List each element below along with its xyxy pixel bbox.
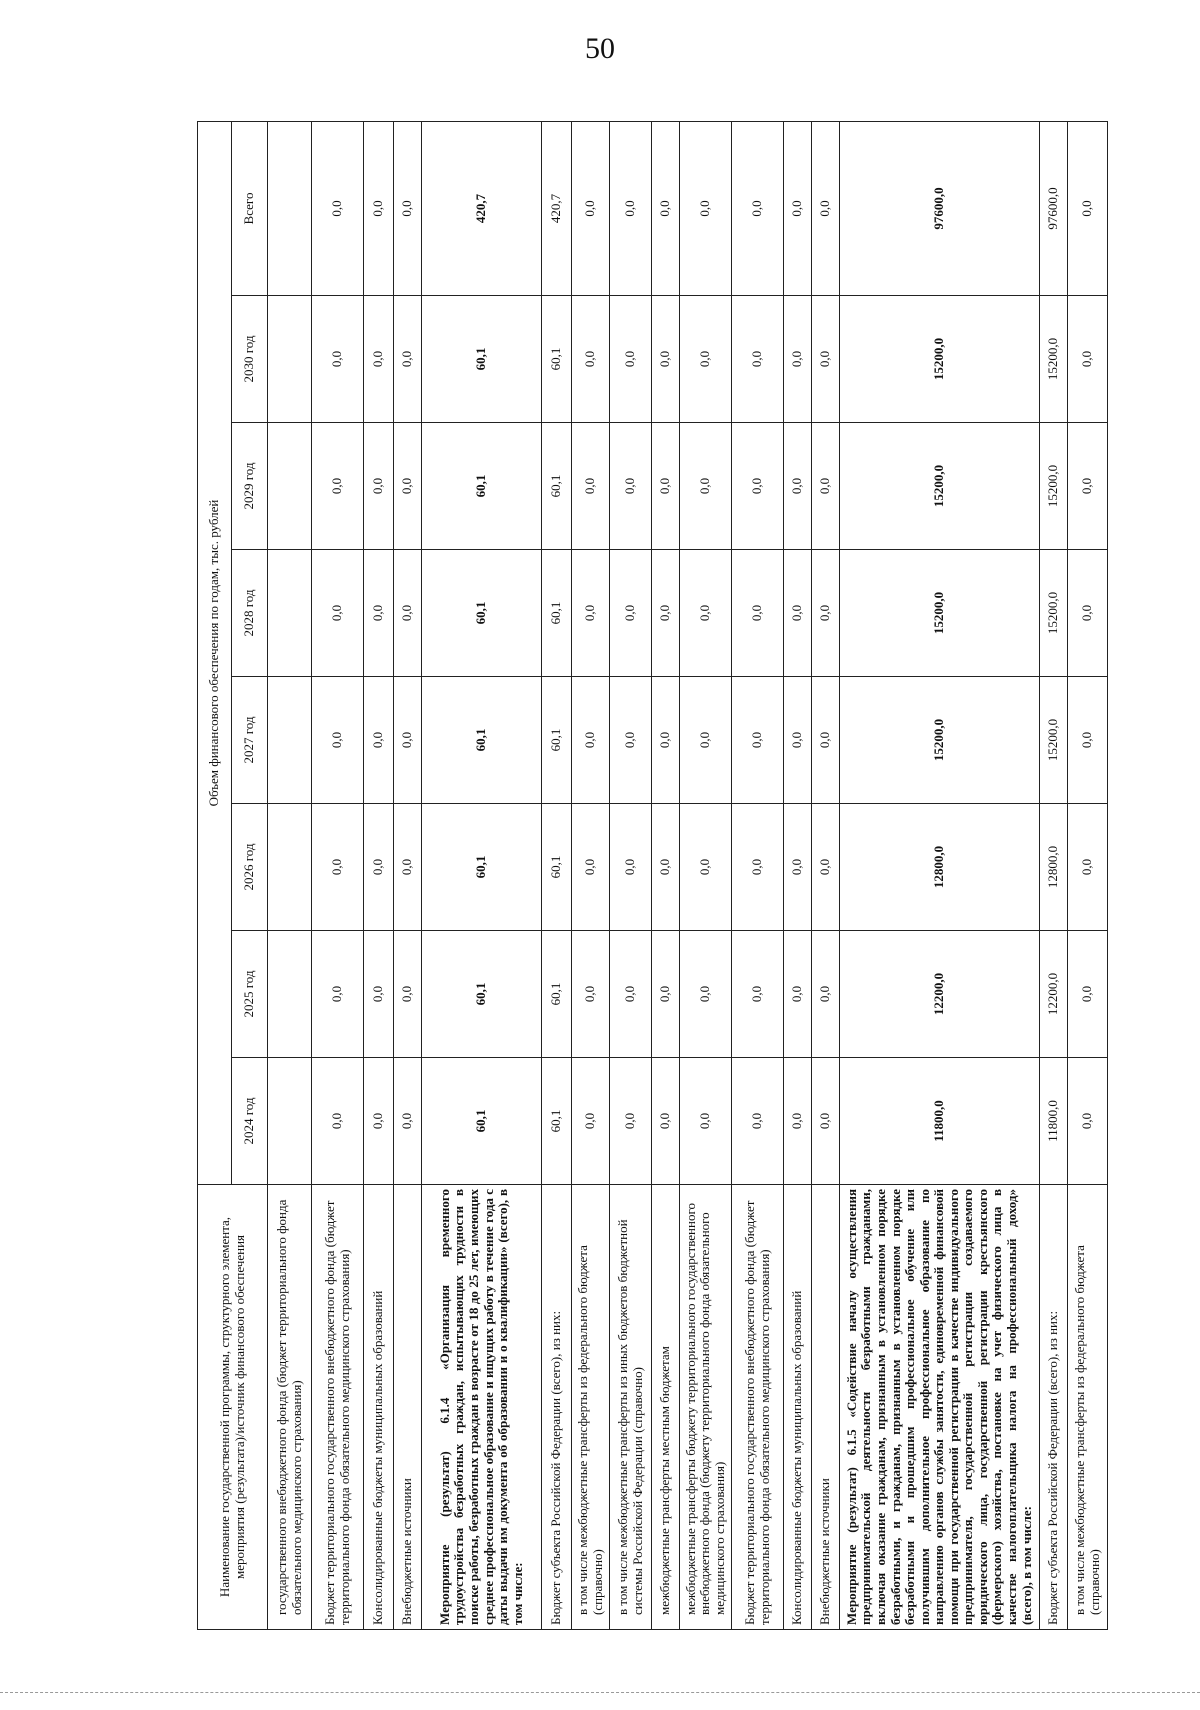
row-value: 97600,0 [840,121,1040,295]
row-value [268,1058,312,1185]
table-row [812,121,840,1629]
row-value: 0,0 [364,121,394,295]
table-row [610,121,652,1629]
row-label: Бюджет субъекта Российской Федерации (всего), из них: [1040,1185,1068,1630]
row-value: 0,0 [364,931,394,1058]
header-year-1: 2025 год [232,931,268,1058]
row-value: 0,0 [572,931,610,1058]
row-value: 60,1 [422,550,542,677]
row-label: Бюджет территориального государственного внебюджетного фонда (бюджет территориального фонда обязательного медицинского страхования) [732,1185,784,1630]
row-value: 60,1 [422,423,542,550]
header-name-column: Наименование государственной программы, структурного элемента, мероприятия (результата)/источник финансового обеспечения [198,1185,268,1630]
table-row [732,121,784,1629]
header-year-2: 2026 год [232,804,268,931]
row-value: 60,1 [422,1058,542,1185]
row-value: 0,0 [732,931,784,1058]
row-value: 0,0 [572,121,610,295]
row-label: Бюджет субъекта Российской Федерации (всего), из них: [542,1185,572,1630]
row-value: 0,0 [1068,804,1108,931]
row-value: 0,0 [394,931,422,1058]
row-value: 0,0 [1068,931,1108,1058]
row-value: 12800,0 [1040,804,1068,931]
row-value: 60,1 [542,677,572,804]
header-year-3: 2027 год [232,677,268,804]
row-value: 0,0 [312,1058,364,1185]
table-header [198,121,268,1629]
row-label: межбюджетные трансферты местным бюджетам [652,1185,680,1630]
row-value: 60,1 [422,931,542,1058]
row-label: государственного внебюджетного фонда (бюджет территориального фонда обязательного медицинского страхования) [268,1185,312,1630]
table-row [652,121,680,1629]
row-value: 12200,0 [1040,931,1068,1058]
row-value: 0,0 [732,296,784,423]
row-value: 0,0 [812,931,840,1058]
row-value: 15200,0 [1040,550,1068,677]
row-value: 0,0 [610,423,652,550]
row-value: 0,0 [680,121,732,295]
row-value: 60,1 [542,931,572,1058]
row-value: 420,7 [422,121,542,295]
row-label: Консолидированные бюджеты муниципальных образований [784,1185,812,1630]
row-value: 15200,0 [1040,423,1068,550]
header-year-7: Всего [232,121,268,295]
row-label: Мероприятие (результат) 6.1.4 «Организация временного трудоустройства безработных граждан, испытывающих трудности в поиске работы, безработных граждан в возрасте от 18 до 25 лет, имеющих среднее профессиональное образование и ищущих работу в течение года с даты выдачи им документа об образовании и о квалификации» (всего), в том числе: [422,1185,542,1630]
row-value: 0,0 [812,804,840,931]
table-row [784,121,812,1629]
row-value: 0,0 [364,423,394,550]
row-value: 0,0 [680,677,732,804]
row-value: 0,0 [610,1058,652,1185]
row-value: 0,0 [312,550,364,677]
row-value: 0,0 [784,931,812,1058]
row-label: Внебюджетные источники [394,1185,422,1630]
row-label: в том числе межбюджетные трансферты из иных бюджетов бюджетной системы Российской Федерации (справочно) [610,1185,652,1630]
row-value: 0,0 [1068,121,1108,295]
header-year-0: 2024 год [232,1058,268,1185]
row-value: 0,0 [572,804,610,931]
row-value: 12200,0 [840,931,1040,1058]
financing-table [197,121,1108,1630]
row-value [268,423,312,550]
row-value: 15200,0 [840,677,1040,804]
row-value: 0,0 [1068,677,1108,804]
row-value: 0,0 [784,677,812,804]
row-value: 0,0 [364,550,394,677]
row-label: Бюджет территориального государственного внебюджетного фонда (бюджет территориального фонда обязательного медицинского страхования) [312,1185,364,1630]
row-value: 0,0 [394,677,422,804]
row-value: 0,0 [572,296,610,423]
row-value: 0,0 [394,1058,422,1185]
row-value [268,931,312,1058]
row-value: 0,0 [784,804,812,931]
table-row [1040,121,1068,1629]
row-value: 0,0 [364,677,394,804]
header-year-6: 2030 год [232,296,268,423]
row-value: 0,0 [572,423,610,550]
row-value: 60,1 [542,423,572,550]
row-value [268,804,312,931]
row-value: 0,0 [312,804,364,931]
row-value: 0,0 [680,931,732,1058]
row-value: 0,0 [812,677,840,804]
row-value: 0,0 [312,931,364,1058]
row-value: 0,0 [394,121,422,295]
row-value: 60,1 [542,804,572,931]
table-row [422,121,542,1629]
row-value [268,677,312,804]
row-value: 60,1 [422,804,542,931]
row-value: 0,0 [732,804,784,931]
row-value: 0,0 [610,296,652,423]
row-value [268,296,312,423]
row-value: 0,0 [364,1058,394,1185]
row-label: Консолидированные бюджеты муниципальных образований [364,1185,394,1630]
row-value: 0,0 [394,296,422,423]
row-value: 0,0 [610,677,652,804]
row-value [268,121,312,295]
row-value: 0,0 [364,296,394,423]
row-value: 60,1 [542,296,572,423]
row-value: 0,0 [784,296,812,423]
header-year-5: 2029 год [232,423,268,550]
row-value: 0,0 [784,423,812,550]
row-value: 0,0 [680,296,732,423]
row-value: 0,0 [652,1058,680,1185]
row-value: 60,1 [542,550,572,677]
row-value: 0,0 [572,1058,610,1185]
row-value: 0,0 [394,804,422,931]
row-value: 11800,0 [1040,1058,1068,1185]
row-value [268,550,312,677]
row-value: 0,0 [680,804,732,931]
row-value: 0,0 [652,804,680,931]
row-value: 0,0 [312,423,364,550]
row-value: 0,0 [784,121,812,295]
table-row [680,121,732,1629]
row-value: 15200,0 [840,423,1040,550]
row-value: 0,0 [652,550,680,677]
row-value: 60,1 [422,677,542,804]
table-row [394,121,422,1629]
table-row [268,121,312,1629]
row-value: 0,0 [312,121,364,295]
row-value: 0,0 [812,550,840,677]
row-value: 60,1 [542,1058,572,1185]
table-row [572,121,610,1629]
row-value: 0,0 [680,1058,732,1185]
row-value: 0,0 [652,296,680,423]
row-value: 0,0 [784,1058,812,1185]
row-label: межбюджетные трансферты бюджету территориального государственного внебюджетного фонда (бюджету территориального фонда обязательного медицинского страхования) [680,1185,732,1630]
row-value: 15200,0 [840,296,1040,423]
row-label: Внебюджетные источники [812,1185,840,1630]
header-volume-group: Объем финансового обеспечения по годам, тыс. рублей [198,121,232,1184]
table-row [364,121,394,1629]
row-label: в том числе межбюджетные трансферты из федерального бюджета (справочно) [1068,1185,1108,1630]
row-value: 0,0 [652,677,680,804]
row-value: 0,0 [732,121,784,295]
row-value: 0,0 [812,1058,840,1185]
row-value: 0,0 [652,121,680,295]
row-value: 11800,0 [840,1058,1040,1185]
page-number: 50 [585,32,615,65]
row-value: 0,0 [394,423,422,550]
row-value: 0,0 [572,677,610,804]
row-value: 0,0 [732,1058,784,1185]
row-value: 0,0 [784,550,812,677]
row-value: 0,0 [394,550,422,677]
row-value: 15200,0 [1040,296,1068,423]
row-value: 0,0 [364,804,394,931]
row-value: 0,0 [812,296,840,423]
row-value: 0,0 [732,423,784,550]
row-value: 0,0 [1068,550,1108,677]
row-value: 0,0 [812,121,840,295]
row-value: 0,0 [732,550,784,677]
row-value: 15200,0 [840,550,1040,677]
row-value: 15200,0 [1040,677,1068,804]
row-value: 0,0 [812,423,840,550]
table-row [840,121,1040,1629]
row-value: 420,7 [542,121,572,295]
rotated-table-wrapper [197,122,1102,1630]
row-value: 0,0 [1068,423,1108,550]
row-value: 0,0 [572,550,610,677]
row-value: 97600,0 [1040,121,1068,295]
row-value: 0,0 [312,296,364,423]
row-value: 0,0 [652,423,680,550]
row-value: 0,0 [732,677,784,804]
row-value: 0,0 [312,677,364,804]
scan-edge-line [0,1692,1200,1693]
table-row [312,121,364,1629]
row-value: 12800,0 [840,804,1040,931]
row-value: 0,0 [1068,296,1108,423]
row-label: в том числе межбюджетные трансферты из федерального бюджета (справочно) [572,1185,610,1630]
table-body [268,121,1108,1629]
row-value: 0,0 [610,804,652,931]
row-value: 0,0 [652,931,680,1058]
table-row [542,121,572,1629]
row-value: 0,0 [610,550,652,677]
row-value: 0,0 [680,423,732,550]
header-year-4: 2028 год [232,550,268,677]
row-label: Мероприятие (результат) 6.1.5 «Содействие началу осуществления предпринимательской деятельности безработными гражданами, включая оказание гражданам, признанным в установленном порядке безработными, и гражданам, признанным в установленном порядке безработными и прошедшим профессиональное обучение или получившим дополнительное профессиональное образование по направлению органов службы занятости, единовременной финансовой помощи при государственной регистрации в качестве индивидуального предпринимателя, государственной регистрации создаваемого юридического лица, государственной регистрации крестьянского (фермерского) хозяйства, постановке на учет физического лица в качестве налогоплательщика налога на профессиональный доход» (всего), в том числе: [840,1185,1040,1630]
row-value: 0,0 [1068,1058,1108,1185]
row-value: 60,1 [422,296,542,423]
row-value: 0,0 [610,121,652,295]
row-value: 0,0 [680,550,732,677]
row-value: 0,0 [610,931,652,1058]
table-row [1068,121,1108,1629]
